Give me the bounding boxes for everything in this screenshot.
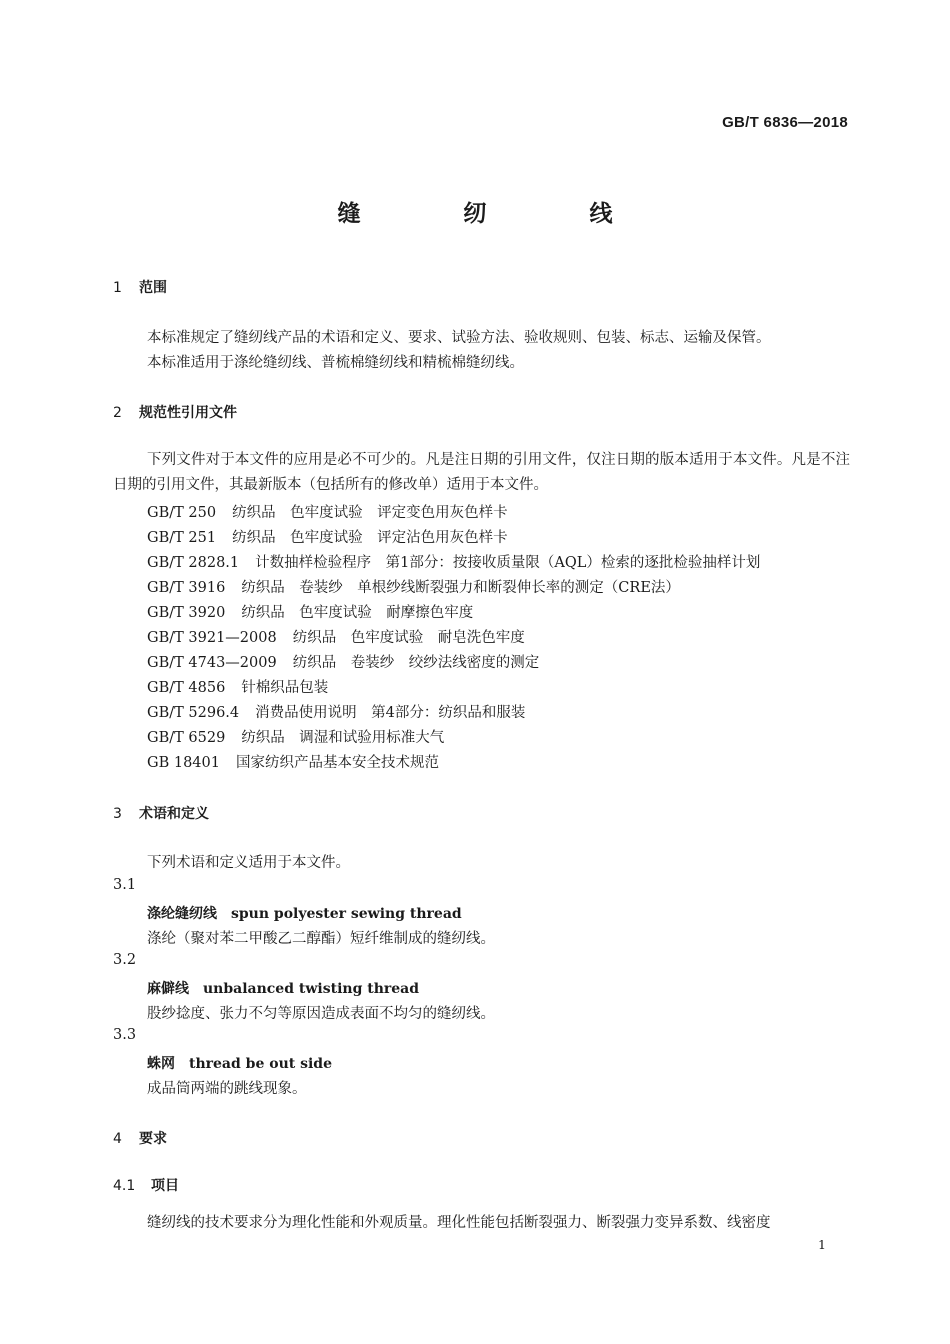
reference-item: [147, 601, 473, 622]
term-definition: 成品筒两端的跳线现象。: [147, 1081, 307, 1097]
reference-title: 纺织品 卷装纱 绞纱法线密度的测定: [292, 655, 540, 671]
reference-item: [147, 701, 525, 722]
reference-code: GB/T 4856: [147, 680, 226, 696]
section-4-1-heading: [113, 1175, 179, 1195]
reference-code: GB/T 251: [147, 530, 217, 546]
reference-title: 纺织品 调湿和试验用标准大气: [241, 730, 445, 746]
reference-code: GB/T 5296.4: [147, 705, 240, 721]
term-en: spun polyester sewing thread: [231, 906, 462, 922]
reference-title: 纺织品 卷装纱 单根纱线断裂强力和断裂伸长率的测定（CRE法）: [241, 580, 680, 596]
reference-title: 纺织品 色牢度试验 评定沾色用灰色样卡: [232, 530, 508, 546]
section-1-heading: [113, 277, 167, 297]
term-zh: 麻僻线: [147, 981, 189, 997]
term-en: thread be out side: [189, 1056, 332, 1072]
requirements-paragraph: 缝纫线的技术要求分为理化性能和外观质量。理化性能包括断裂强力、断裂强力变异系数、线密度: [147, 1215, 771, 1231]
section-label: 要求: [139, 1131, 167, 1147]
section-label: 术语和定义: [139, 806, 209, 822]
term-heading: [147, 903, 462, 923]
reference-item: [147, 726, 444, 747]
reference-code: GB 18401: [147, 755, 220, 771]
term-heading: [147, 978, 419, 998]
reference-code: GB/T 4743—2009: [147, 655, 277, 671]
section-number: 3: [113, 806, 122, 822]
reference-item: [147, 751, 439, 772]
reference-item: [147, 626, 525, 647]
reference-code: GB/T 3916: [147, 580, 226, 596]
section-4-heading: [113, 1128, 167, 1148]
reference-item: [147, 551, 760, 572]
section-label: 项目: [151, 1178, 179, 1194]
reference-item: [147, 501, 508, 522]
term-number: 3.3: [113, 1027, 137, 1043]
term-number: 3.1: [113, 877, 137, 893]
reference-title: 计数抽样检验程序 第1部分：按接收质量限（AQL）检索的逐批检验抽样计划: [255, 555, 761, 571]
reference-title: 纺织品 色牢度试验 耐摩擦色牢度: [241, 605, 474, 621]
section-label: 规范性引用文件: [139, 405, 237, 421]
reference-title: 针棉织品包装: [241, 680, 329, 696]
page-title: 缝 纫 线: [337, 200, 653, 227]
reference-title: 国家纺织产品基本安全技术规范: [235, 755, 439, 771]
term-heading: [147, 1053, 332, 1073]
reference-code: GB/T 3920: [147, 605, 226, 621]
term-definition: 涤纶（聚对苯二甲酸乙二醇酯）短纤维制成的缝纫线。: [147, 931, 495, 947]
reference-code: GB/T 6529: [147, 730, 226, 746]
section-number: 4: [113, 1131, 122, 1147]
section-label: 范围: [139, 280, 167, 296]
references-intro: 下列文件对于本文件的应用是必不可少的。凡是注日期的引用文件，仅注日期的版本适用于本文件。凡是不注日期的引用文件，其最新版本（包括所有的修改单）适用于本文件。: [113, 452, 850, 493]
term-en: unbalanced twisting thread: [203, 981, 420, 997]
term-zh: 蛛网: [147, 1056, 175, 1072]
reference-code: GB/T 3921—2008: [147, 630, 277, 646]
reference-title: 消费品使用说明 第4部分：纺织品和服装: [255, 705, 526, 721]
scope-paragraph-2: 本标准适用于涤纶缝纫线、普梳棉缝纫线和精梳棉缝纫线。: [147, 355, 524, 371]
section-2-heading: [113, 402, 237, 422]
reference-item: [147, 526, 508, 547]
scope-paragraph-1: 本标准规定了缝纫线产品的术语和定义、要求、试验方法、验收规则、包装、标志、运输及保管。: [147, 330, 771, 346]
reference-title: 纺织品 色牢度试验 评定变色用灰色样卡: [232, 505, 508, 521]
reference-code: GB/T 2828.1: [147, 555, 240, 571]
terms-intro: 下列术语和定义适用于本文件。: [147, 855, 350, 871]
term-definition: 股纱捻度、张力不匀等原因造成表面不均匀的缝纫线。: [147, 1006, 495, 1022]
reference-item: [147, 576, 680, 597]
reference-title: 纺织品 色牢度试验 耐皂洗色牢度: [292, 630, 525, 646]
section-number: 2: [113, 405, 122, 421]
reference-code: GB/T 250: [147, 505, 217, 521]
term-number: 3.2: [113, 952, 137, 968]
section-number: 1: [113, 280, 122, 296]
term-zh: 涤纶缝纫线: [147, 906, 217, 922]
page-number: 1: [818, 1237, 826, 1252]
standard-number: GB/T 6836—2018: [722, 114, 848, 131]
reference-item: [147, 676, 328, 697]
section-3-heading: [113, 803, 209, 823]
reference-item: [147, 651, 539, 672]
section-number: 4.1: [113, 1178, 136, 1194]
